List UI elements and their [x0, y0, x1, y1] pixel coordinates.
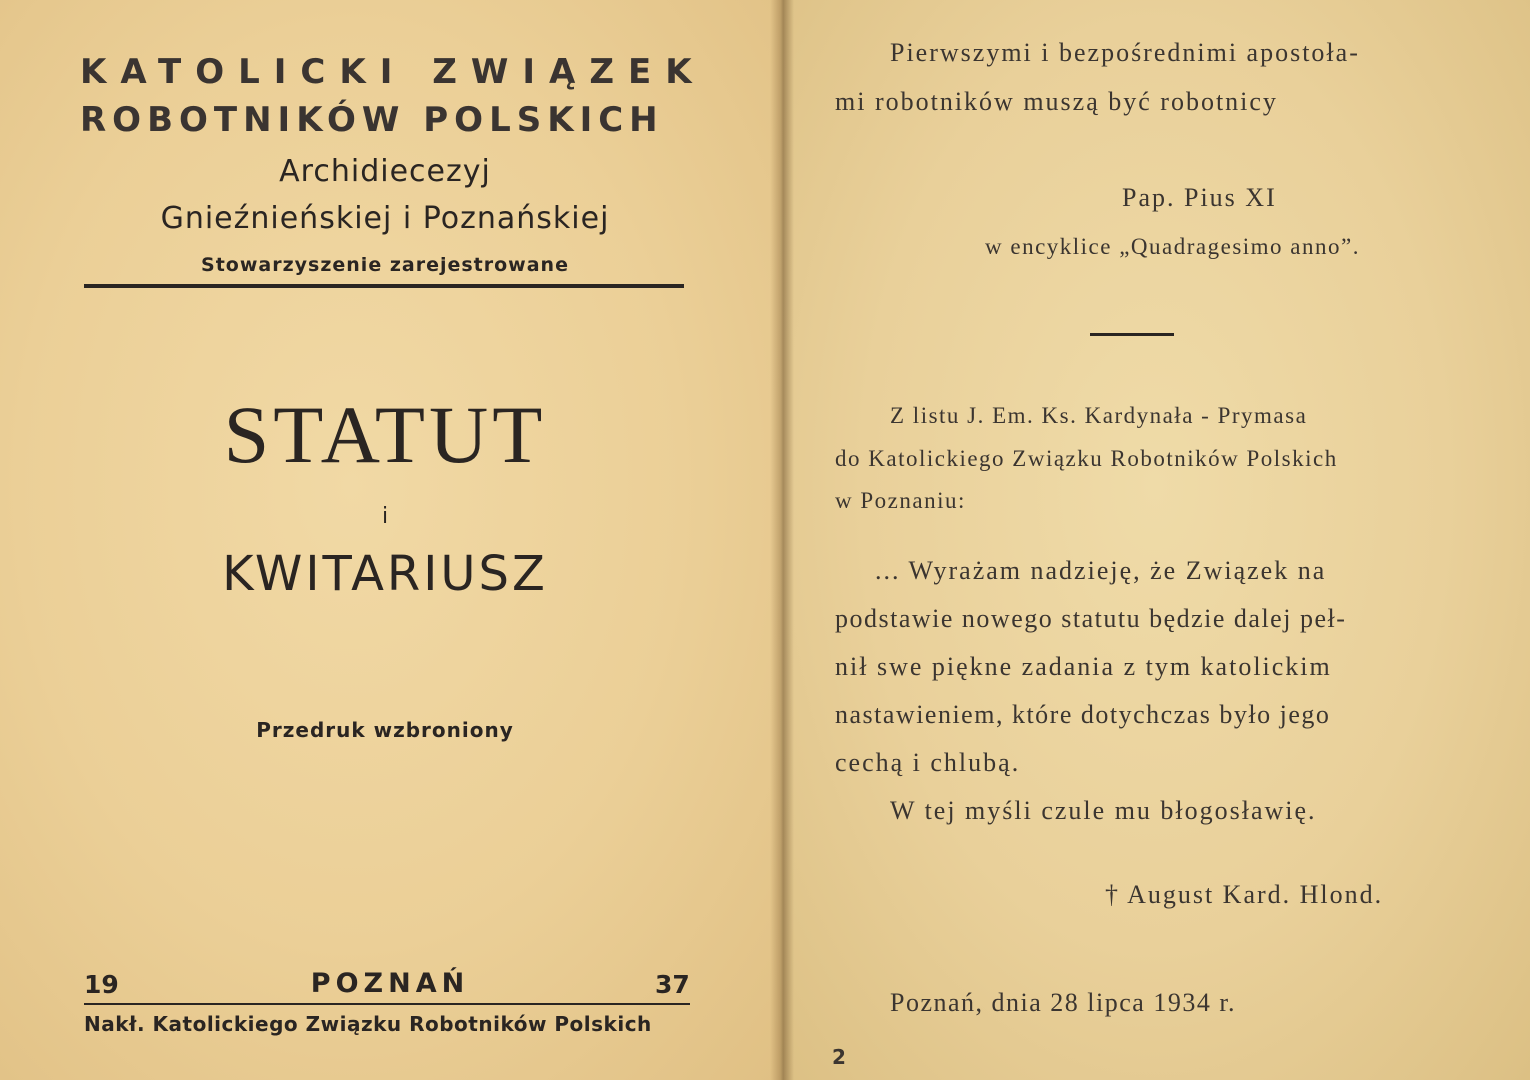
registered-label: Stowarzyszenie zarejestrowane: [201, 254, 569, 276]
quote-author: Pap. Pius XI: [1122, 183, 1277, 212]
dioceses-label: Gnieźnieńskiej i Poznańskiej: [160, 201, 610, 236]
letter-intro-line-3: w Poznaniu:: [835, 488, 966, 513]
inner-page: [780, 0, 1530, 1080]
quote-line-2: mi robotników muszą być robotnicy: [835, 87, 1278, 116]
org-name-line1: KATOLICKI ZWIĄZEK: [80, 52, 706, 92]
book-gutter: [770, 0, 794, 1080]
publisher-label: Nakł. Katolickiego Związku Robotników Polskich: [84, 1012, 652, 1036]
page-number: 2: [832, 1045, 846, 1069]
org-name-line2: ROBOTNIKÓW POLSKICH: [80, 100, 664, 140]
date-line: Poznań, dnia 28 lipca 1934 r.: [890, 988, 1237, 1017]
header-divider: [84, 284, 684, 288]
archdiocese-label: Archidiecezyj: [279, 154, 491, 189]
year-left: 19: [84, 970, 119, 999]
quote-source: w encyklice „Quadragesimo anno”.: [985, 234, 1360, 259]
letter-line-2: podstawie nowego statutu będzie dalej peł-: [835, 604, 1347, 633]
quote-line-1: Pierwszymi i bezpośrednimi apostoła-: [890, 38, 1360, 67]
document-title: STATUT: [223, 389, 547, 480]
title-conjunction: i: [381, 504, 389, 529]
city-label: POZNAŃ: [310, 968, 470, 999]
letter-intro-line-2: do Katolickiego Związku Robotników Polskich: [835, 446, 1338, 471]
letter-line-4: nastawieniem, które dotychczas było jego: [835, 700, 1331, 729]
year-right: 37: [655, 970, 690, 999]
reprint-notice: Przedruk wzbroniony: [256, 718, 514, 742]
signature: † August Kard. Hlond.: [1105, 880, 1384, 909]
letter-intro-line-1: Z listu J. Em. Ks. Kardynała - Prymasa: [890, 403, 1308, 428]
letter-line-5: cechą i chlubą.: [835, 748, 1021, 777]
letter-line-1: ... Wyrażam nadzieję, że Związek na: [875, 556, 1327, 585]
letter-line-3: nił swe piękne zadania z tym katolickim: [835, 652, 1332, 681]
blessing-line: W tej myśli czule mu błogosławię.: [890, 796, 1317, 825]
section-divider: [1090, 333, 1174, 336]
footer-divider: [84, 1003, 690, 1005]
document-subtitle: KWITARIUSZ: [222, 546, 548, 602]
